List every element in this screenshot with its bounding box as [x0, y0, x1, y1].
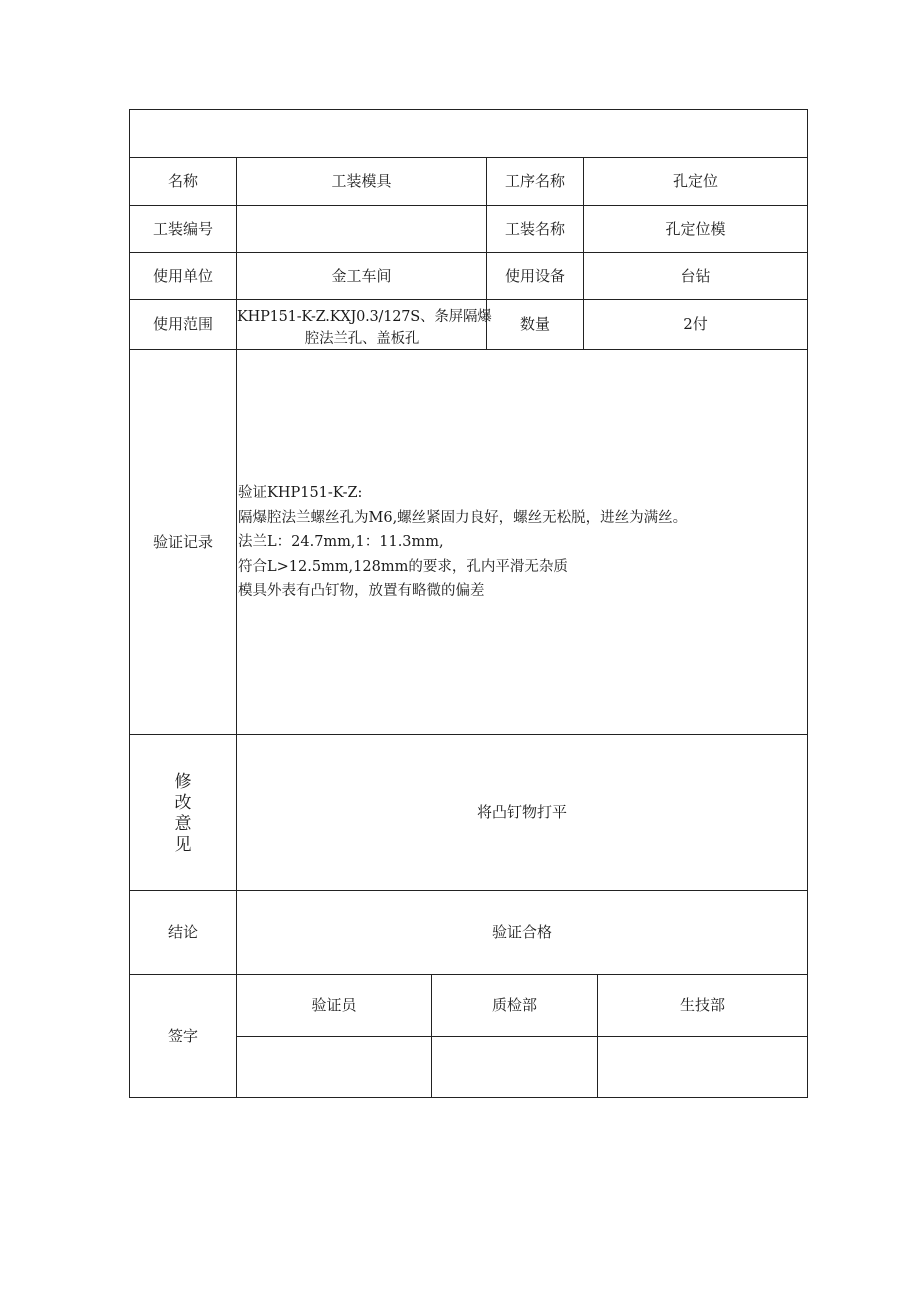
signature-label: 签字 — [167, 1026, 198, 1045]
record-content — [238, 481, 803, 604]
signature-header-production: 生技部 — [679, 996, 725, 1014]
record-line: 法兰L：24.7mm,1：11.3mm, — [238, 534, 444, 550]
record-label: 验证记录 — [152, 532, 213, 551]
scope-value-line2: 腔法兰孔、盖板孔 — [304, 331, 420, 347]
equipment-value: 台钻 — [680, 266, 711, 285]
record-line: 模具外表有凸钉物，放置有略微的偏差 — [238, 583, 485, 599]
scope-value — [237, 306, 492, 350]
record-line: 符合L>12.5mm,128mm的要求，孔内平滑无杂质 — [238, 558, 568, 575]
signature-field-verifier — [237, 1037, 431, 1097]
tool-code-label: 工装编号 — [152, 219, 213, 238]
process-name-label: 工序名称 — [504, 172, 565, 190]
record-line: 验证KHP151-K-Z: — [238, 485, 363, 501]
opinion-label-char: 意 — [174, 814, 192, 834]
signature-header-quality: 质检部 — [491, 996, 537, 1014]
tool-name-label: 工装名称 — [504, 219, 565, 238]
unit-label: 使用单位 — [152, 266, 213, 285]
record-line: 隔爆腔法兰螺丝孔为M6,螺丝紧固力良好，螺丝无松脱，进丝为满丝。 — [238, 509, 688, 526]
process-name-value: 孔定位 — [672, 172, 718, 190]
opinion-label-char: 改 — [174, 793, 192, 813]
quantity-label: 数量 — [519, 315, 550, 333]
opinion-label — [130, 772, 236, 856]
signature-header-verifier: 验证员 — [311, 996, 357, 1014]
unit-value: 金工车间 — [331, 266, 392, 285]
conclusion-value: 验证合格 — [491, 923, 552, 941]
name-value: 工装模具 — [331, 172, 392, 190]
quantity-value: 2付 — [683, 315, 708, 333]
name-label: 名称 — [167, 172, 198, 190]
opinion-label-char: 见 — [174, 835, 192, 855]
signature-field-production — [598, 1037, 807, 1097]
tool-name-value: 孔定位模 — [665, 219, 726, 238]
opinion-label-char: 修 — [174, 772, 192, 792]
signature-field-quality — [432, 1037, 597, 1097]
equipment-label: 使用设备 — [504, 266, 565, 285]
scope-value-line1: KHP151-K-Z.KXJ0.3/127S、条屏隔爆 — [237, 309, 492, 325]
conclusion-label: 结论 — [167, 923, 198, 941]
opinion-value: 将凸钉物打平 — [476, 803, 567, 821]
tool-code-value — [237, 206, 486, 252]
form-title — [130, 110, 807, 157]
scope-label: 使用范围 — [152, 315, 213, 333]
